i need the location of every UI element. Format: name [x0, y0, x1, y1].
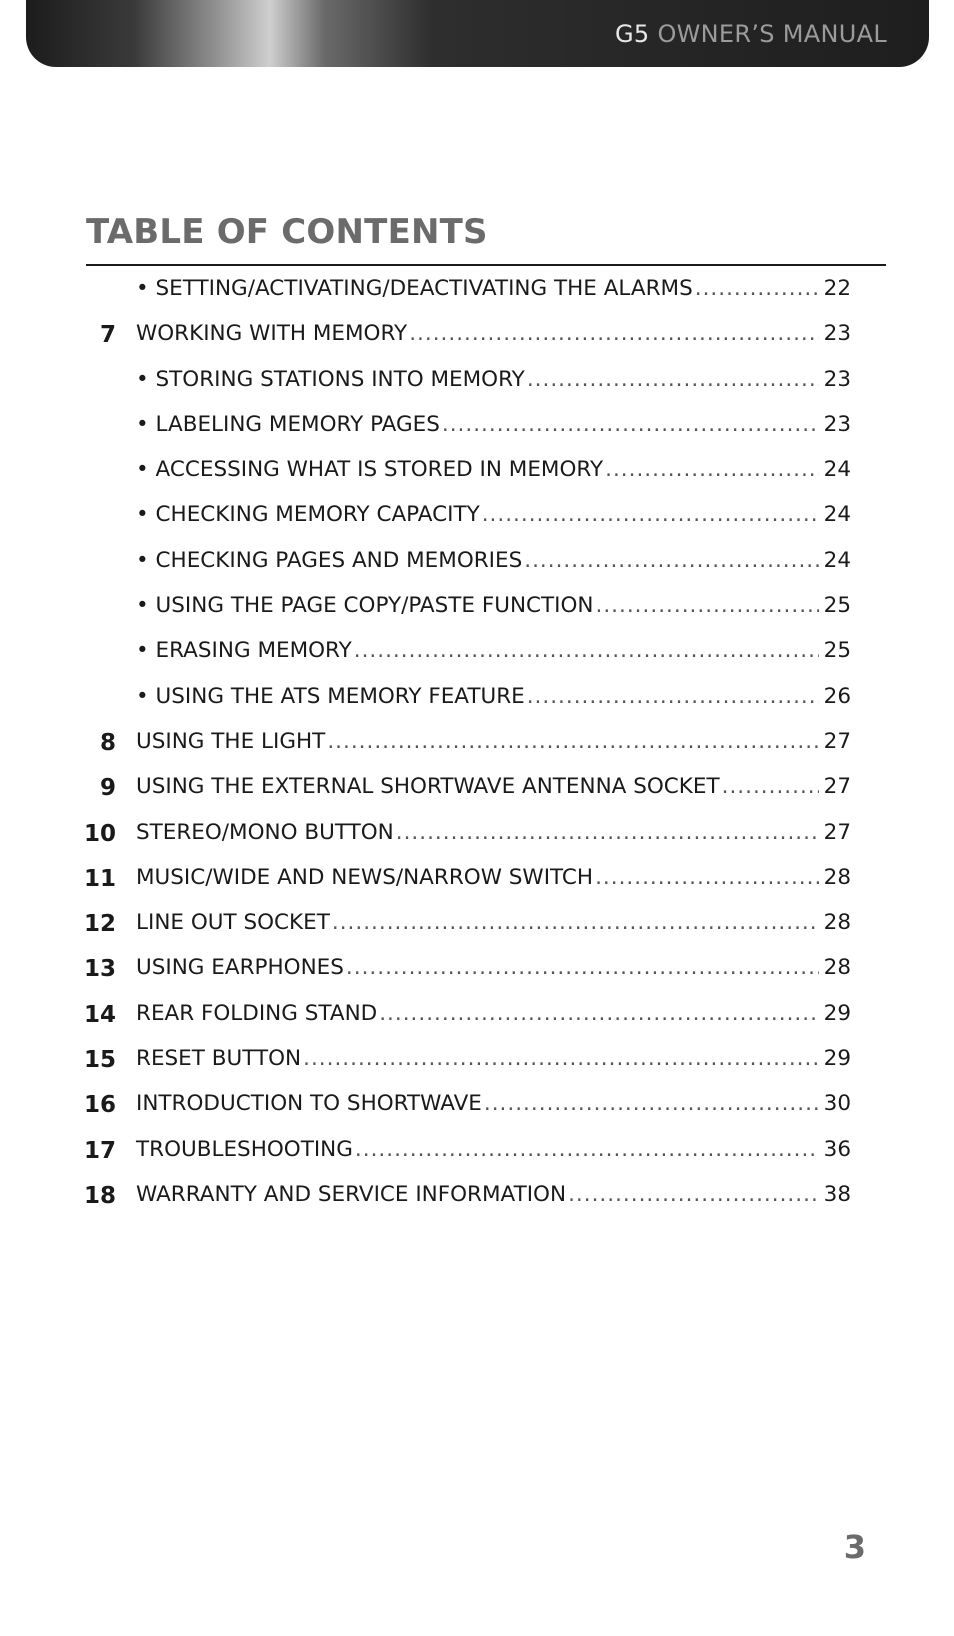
toc-entry-label: WARRANTY AND SERVICE INFORMATION: [136, 1181, 567, 1207]
toc-entry-page: 24: [823, 457, 851, 483]
toc-entry-number: 11: [83, 865, 116, 892]
toc-entry-page: 29: [823, 1000, 851, 1026]
toc-dot-leader: [482, 502, 819, 527]
toc-entry-page: 25: [823, 593, 851, 619]
toc-entry-line: [136, 865, 851, 890]
toc-dot-leader: [303, 1046, 819, 1071]
toc-entry[interactable]: [0, 583, 954, 628]
toc-dot-leader: [527, 367, 819, 392]
toc-entry-number: 18: [83, 1182, 116, 1209]
toc-dot-leader: [596, 593, 819, 618]
toc-entry-label: REAR FOLDING STAND: [136, 1000, 378, 1026]
toc-entry[interactable]: [0, 719, 954, 764]
toc-entry-label: • CHECKING PAGES AND MEMORIES: [136, 547, 523, 573]
toc-entry-label: • SETTING/ACTIVATING/DEACTIVATING THE ALARMS: [136, 276, 693, 301]
toc-entry[interactable]: [0, 674, 954, 719]
toc-entry-label: WORKING WITH MEMORY: [136, 321, 408, 347]
toc-entry-page: 22: [823, 276, 851, 301]
toc-entry-label: • CHECKING MEMORY CAPACITY: [136, 502, 480, 528]
toc-entry-label: • ACCESSING WHAT IS STORED IN MEMORY: [136, 457, 604, 483]
toc-dot-leader: [568, 1182, 819, 1207]
toc-entry-label: • LABELING MEMORY PAGES: [136, 411, 440, 437]
toc-entry-number: 10: [83, 820, 116, 847]
toc-entry-page: 28: [823, 864, 851, 890]
toc-dot-leader: [379, 1001, 819, 1026]
toc-entry-line: [136, 820, 851, 845]
page-number: 3: [843, 1528, 866, 1566]
toc-entry-line: [136, 548, 851, 573]
toc-entry[interactable]: [0, 492, 954, 537]
toc-entry-page: 26: [823, 683, 851, 709]
toc-entry-number: 17: [83, 1137, 116, 1164]
toc-entry[interactable]: [0, 945, 954, 990]
toc-entry-line: [136, 638, 851, 663]
toc-entry-page: 28: [823, 955, 851, 981]
toc-entry-label: INTRODUCTION TO SHORTWAVE: [136, 1091, 482, 1117]
toc-dot-leader: [524, 548, 819, 573]
toc-list: [0, 266, 954, 1217]
toc-dot-leader: [595, 865, 819, 890]
toc-entry[interactable]: [0, 1172, 954, 1217]
toc-entry-label: • ERASING MEMORY: [136, 638, 352, 664]
toc-entry[interactable]: [0, 1081, 954, 1126]
toc-entry-page: 36: [823, 1136, 851, 1162]
toc-dot-leader: [409, 321, 819, 346]
toc-entry-label: RESET BUTTON: [136, 1046, 302, 1072]
header-manual-label: OWNER’S MANUAL: [657, 20, 887, 48]
toc-dot-leader: [722, 774, 819, 799]
toc-entry-number: 16: [83, 1092, 116, 1119]
toc-entry[interactable]: [0, 311, 954, 356]
toc-dot-leader: [327, 729, 819, 754]
toc-entry[interactable]: [0, 628, 954, 673]
toc-entry[interactable]: [0, 991, 954, 1036]
toc-entry-line: [136, 1046, 851, 1071]
toc-entry-number: 7: [99, 322, 116, 349]
toc-entry-number: 12: [83, 911, 116, 938]
toc-entry-label: • STORING STATIONS INTO MEMORY: [136, 366, 525, 392]
toc-entry-line: [136, 367, 851, 392]
toc-entry-label: LINE OUT SOCKET: [136, 910, 330, 936]
toc-dot-leader: [355, 1137, 819, 1162]
toc-entry-line: [136, 1091, 851, 1116]
toc-entry-line: [136, 729, 851, 754]
toc-entry-label: USING THE LIGHT: [136, 728, 326, 754]
toc-entry-page: 23: [823, 366, 851, 392]
toc-entry[interactable]: [0, 357, 954, 402]
toc-entry-page: 38: [823, 1181, 851, 1207]
toc-entry-page: 27: [823, 819, 851, 845]
toc-entry[interactable]: [0, 764, 954, 809]
toc-entry-line: [136, 593, 851, 618]
toc-dot-leader: [605, 457, 819, 482]
toc-entry-page: 30: [823, 1091, 851, 1117]
toc-entry[interactable]: [0, 855, 954, 900]
toc-entry[interactable]: [0, 402, 954, 447]
toc-dot-leader: [442, 412, 819, 437]
toc-entry[interactable]: [0, 900, 954, 945]
toc-entry-line: [136, 412, 851, 437]
toc-dot-leader: [346, 955, 819, 980]
toc-entry-line: [136, 1137, 851, 1162]
toc-dot-leader: [396, 820, 819, 845]
toc-entry-label: STEREO/MONO BUTTON: [136, 819, 394, 845]
toc-entry-number: 13: [83, 956, 116, 983]
toc-dot-leader: [354, 638, 819, 663]
toc-entry-page: 25: [823, 638, 851, 664]
header-title: [615, 20, 887, 48]
toc-entry-label: MUSIC/WIDE AND NEWS/NARROW SWITCH: [136, 864, 594, 890]
toc-entry-number: 15: [83, 1047, 116, 1074]
toc-entry[interactable]: [0, 538, 954, 583]
toc-entry-line: [136, 1001, 851, 1026]
toc-entry[interactable]: [0, 810, 954, 855]
toc-dot-leader: [484, 1091, 819, 1116]
toc-entry[interactable]: [0, 266, 954, 311]
toc-entry-line: [136, 1182, 851, 1207]
toc-entry-number: 9: [99, 775, 116, 802]
toc-dot-leader: [527, 684, 819, 709]
toc-dot-leader: [332, 910, 819, 935]
toc-entry-label: USING EARPHONES: [136, 955, 344, 981]
toc-entry[interactable]: [0, 1036, 954, 1081]
toc-entry-page: 29: [823, 1046, 851, 1072]
toc-entry[interactable]: [0, 447, 954, 492]
toc-entry-page: 23: [823, 411, 851, 437]
toc-entry-page: 24: [823, 502, 851, 528]
toc-entry-line: [136, 457, 851, 482]
toc-entry-page: 27: [823, 728, 851, 754]
toc-entry-label: TROUBLESHOOTING: [136, 1136, 353, 1162]
toc-entry-line: [136, 955, 851, 980]
header-band: [26, 0, 929, 67]
toc-entry-page: 28: [823, 910, 851, 936]
toc-entry-label: USING THE EXTERNAL SHORTWAVE ANTENNA SOCKET: [136, 774, 720, 800]
toc-title: TABLE OF CONTENTS: [86, 212, 488, 252]
toc-entry-label: • USING THE PAGE COPY/PASTE FUNCTION: [136, 593, 594, 619]
toc-dot-leader: [695, 276, 819, 301]
toc-entry-line: [136, 321, 851, 346]
toc-entry-line: [136, 502, 851, 527]
toc-entry-page: 27: [823, 774, 851, 800]
toc-entry-page: 23: [823, 321, 851, 347]
toc-entry-line: [136, 774, 851, 799]
toc-entry-number: 8: [99, 729, 116, 756]
toc-entry-line: [136, 276, 851, 301]
toc-entry-label: • USING THE ATS MEMORY FEATURE: [136, 683, 525, 709]
toc-entry-line: [136, 910, 851, 935]
toc-entry-line: [136, 684, 851, 709]
toc-entry[interactable]: [0, 1127, 954, 1172]
toc-entry-page: 24: [823, 547, 851, 573]
toc-entry-number: 14: [83, 1001, 116, 1028]
header-model: G5: [614, 20, 650, 48]
